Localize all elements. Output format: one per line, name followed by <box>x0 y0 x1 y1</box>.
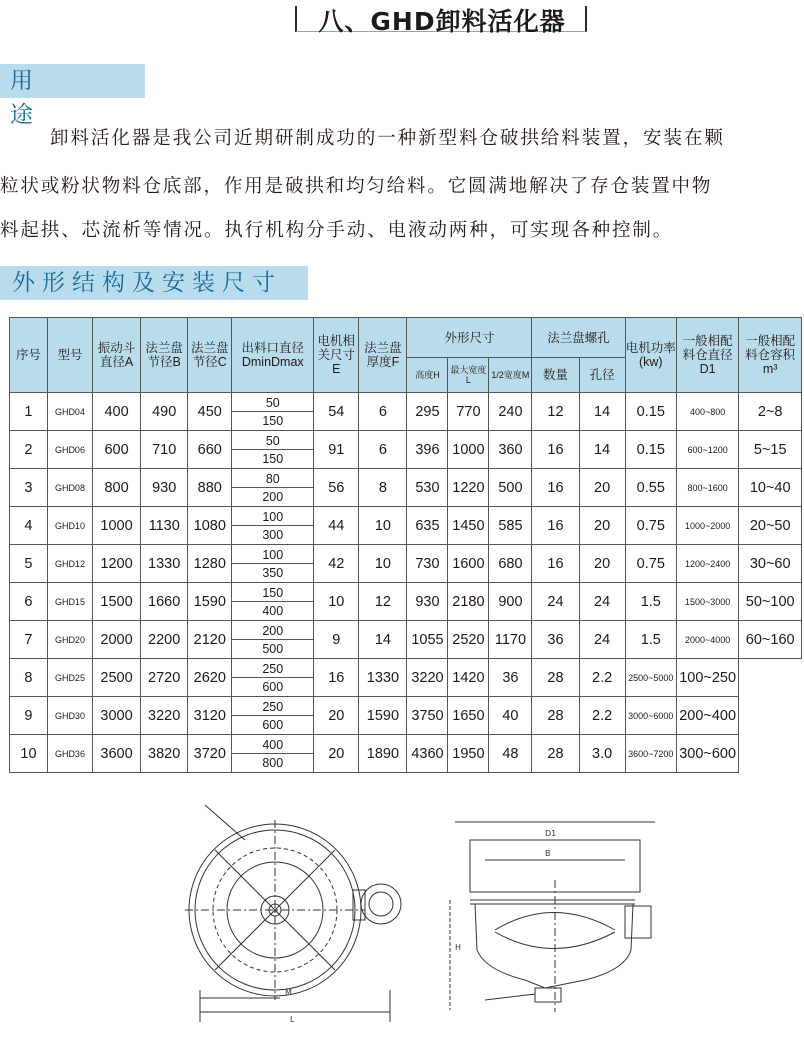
cell-power: 1.5 <box>625 621 676 659</box>
cell-dmin: 100 <box>232 508 313 526</box>
cell-d1: 400~800 <box>676 393 738 431</box>
cell-h: 1330 <box>359 659 407 697</box>
cell-dmax: 800 <box>262 755 284 770</box>
cell-m: 1650 <box>448 697 489 735</box>
cell-l: 2180 <box>448 583 489 621</box>
cell-bolt-count: 16 <box>532 431 579 469</box>
cell-m: 360 <box>489 431 532 469</box>
cell-f: 6 <box>359 393 407 431</box>
cell-vol: 2~8 <box>739 393 802 431</box>
cell-d1: 1500~3000 <box>676 583 738 621</box>
cell-m: 680 <box>489 545 532 583</box>
cell-h: 1055 <box>407 621 448 659</box>
spec-table <box>9 317 802 773</box>
cell-b: 490 <box>141 393 188 431</box>
dim-label-d1: D1 <box>545 829 557 838</box>
cell-l: 4360 <box>407 735 448 773</box>
cell-b: 710 <box>141 431 188 469</box>
cell-m: 1170 <box>489 621 532 659</box>
cell-outlet <box>232 735 314 773</box>
cell-dmin: 50 <box>232 394 313 412</box>
cell-bolt-count: 36 <box>532 621 579 659</box>
cell-l: 3750 <box>407 697 448 735</box>
table-row <box>10 545 802 583</box>
cell-c: 1080 <box>188 507 232 545</box>
cell-d1: 800~1600 <box>676 469 738 507</box>
cell-vol: 300~600 <box>676 735 738 773</box>
table-row <box>10 621 802 659</box>
cell-bolt-hole: 24 <box>579 583 625 621</box>
header-l: 最大宽度L <box>448 358 489 393</box>
cell-dmin: 150 <box>232 584 313 602</box>
cell-b: 2720 <box>141 659 188 697</box>
cell-bolt-hole: 24 <box>579 621 625 659</box>
cell-a: 1200 <box>92 545 140 583</box>
cell-b: 3820 <box>141 735 188 773</box>
cell-dmin: 100 <box>232 546 313 564</box>
cell-e: 9 <box>314 621 359 659</box>
header-f: 法兰盘厚度F <box>359 318 407 393</box>
cell-outlet <box>232 621 314 659</box>
cell-model: GHD15 <box>47 583 92 621</box>
cell-a: 2500 <box>92 659 140 697</box>
cell-a: 2000 <box>92 621 140 659</box>
table-row <box>10 583 802 621</box>
cell-dmax: 150 <box>262 451 284 466</box>
cell-e: 91 <box>314 431 359 469</box>
cell-seq: 3 <box>10 469 48 507</box>
section-title-usage: 用途 <box>0 64 145 98</box>
header-h: 高度H <box>407 358 448 393</box>
cell-dmin: 50 <box>232 432 313 450</box>
cell-bolt-hole: 14 <box>579 431 625 469</box>
cell-outlet <box>232 545 314 583</box>
cell-power: 2.2 <box>579 697 625 735</box>
cell-outlet <box>232 431 314 469</box>
cell-bolt-hole: 20 <box>579 545 625 583</box>
cell-seq: 9 <box>10 697 48 735</box>
cell-h: 930 <box>407 583 448 621</box>
cell-a: 3000 <box>92 697 140 735</box>
cell-bolt-count: 12 <box>532 393 579 431</box>
cell-dmax: 200 <box>262 489 284 504</box>
cell-a: 1000 <box>92 507 140 545</box>
cell-bolt-count: 16 <box>532 545 579 583</box>
cell-bolt-hole: 14 <box>579 393 625 431</box>
cell-c: 2120 <box>188 621 232 659</box>
cell-a: 600 <box>92 431 140 469</box>
header-d: 出料口直径DminDmax <box>232 318 314 393</box>
cell-h: 635 <box>407 507 448 545</box>
cell-d1: 2500~5000 <box>625 659 676 697</box>
cell-f: 8 <box>359 469 407 507</box>
cell-d1: 2000~4000 <box>676 621 738 659</box>
cell-b: 1330 <box>141 545 188 583</box>
cell-d1: 3000~6000 <box>625 697 676 735</box>
cell-model: GHD20 <box>47 621 92 659</box>
cell-l: 2520 <box>448 621 489 659</box>
cell-h: 396 <box>407 431 448 469</box>
cell-c: 3720 <box>188 735 232 773</box>
cell-model: GHD04 <box>47 393 92 431</box>
cell-a: 3600 <box>92 735 140 773</box>
cell-m: 1950 <box>448 735 489 773</box>
table-row <box>10 431 802 469</box>
cell-e: 10 <box>314 583 359 621</box>
cell-b: 1130 <box>141 507 188 545</box>
cell-bolt-count: 36 <box>489 659 532 697</box>
cell-model: GHD25 <box>47 659 92 697</box>
table-row <box>10 735 802 773</box>
side-view-drawing <box>450 822 655 1012</box>
cell-l: 1000 <box>448 431 489 469</box>
table-row <box>10 507 802 545</box>
cell-f: 20 <box>314 697 359 735</box>
header-bolt-hole: 孔径 <box>579 358 625 393</box>
table-row <box>10 393 802 431</box>
dim-label-m: M <box>285 988 292 997</box>
cell-dmax: 300 <box>262 527 284 542</box>
cell-b: 3220 <box>141 697 188 735</box>
cell-l: 770 <box>448 393 489 431</box>
cell-dmax: 350 <box>262 565 284 580</box>
cell-power: 0.15 <box>625 393 676 431</box>
cell-e: 42 <box>314 545 359 583</box>
cell-model: GHD06 <box>47 431 92 469</box>
header-m: 1/2宽度M <box>489 358 532 393</box>
cell-dmax: 500 <box>262 641 284 656</box>
header-c: 法兰盘节径C <box>188 318 232 393</box>
cell-dmax: 600 <box>262 717 284 732</box>
cell-dmin: 250 <box>232 698 313 716</box>
cell-bolt-hole: 20 <box>579 507 625 545</box>
cell-model: GHD36 <box>47 735 92 773</box>
cell-vol: 10~40 <box>739 469 802 507</box>
cell-vol: 20~50 <box>739 507 802 545</box>
cell-bolt-hole: 28 <box>532 697 579 735</box>
cell-seq: 6 <box>10 583 48 621</box>
cell-h: 1590 <box>359 697 407 735</box>
header-d1: 一般相配料仓直径D1 <box>676 318 738 393</box>
dim-label-l: L <box>290 1015 295 1024</box>
cell-f: 6 <box>359 431 407 469</box>
cell-power: 0.75 <box>625 545 676 583</box>
cell-c: 880 <box>188 469 232 507</box>
cell-power: 0.55 <box>625 469 676 507</box>
cell-d1: 600~1200 <box>676 431 738 469</box>
cell-outlet <box>232 583 314 621</box>
cell-l: 1600 <box>448 545 489 583</box>
cell-d1: 3600~7200 <box>625 735 676 773</box>
cell-dmax: 150 <box>262 413 284 428</box>
cell-power: 0.15 <box>625 431 676 469</box>
cell-dmin: 400 <box>232 736 313 754</box>
cell-m: 585 <box>489 507 532 545</box>
cell-dmin: 200 <box>232 622 313 640</box>
cell-f: 16 <box>314 659 359 697</box>
cell-c: 660 <box>188 431 232 469</box>
cell-vol: 50~100 <box>739 583 802 621</box>
cell-c: 1590 <box>188 583 232 621</box>
cell-vol: 30~60 <box>739 545 802 583</box>
cell-d1: 1000~2000 <box>676 507 738 545</box>
cell-h: 1890 <box>359 735 407 773</box>
cell-outlet <box>232 697 314 735</box>
cell-c: 1280 <box>188 545 232 583</box>
cell-c: 3120 <box>188 697 232 735</box>
cell-power: 0.75 <box>625 507 676 545</box>
dim-label-b: B <box>545 849 551 858</box>
header-a: 振动斗直径A <box>92 318 140 393</box>
dim-label-h: H <box>455 943 462 952</box>
cell-bolt-hole: 20 <box>579 469 625 507</box>
cell-h: 530 <box>407 469 448 507</box>
cell-seq: 5 <box>10 545 48 583</box>
cell-power: 2.2 <box>579 659 625 697</box>
cell-m: 1420 <box>448 659 489 697</box>
header-outline: 外形尺寸 <box>407 318 532 358</box>
cell-vol: 100~250 <box>676 659 738 697</box>
cell-model: GHD12 <box>47 545 92 583</box>
cell-b: 1660 <box>141 583 188 621</box>
cell-l: 1220 <box>448 469 489 507</box>
cell-outlet <box>232 469 314 507</box>
usage-paragraph-line: 卸料活化器是我公司近期研制成功的一种新型料仓破拱给料装置，安装在颗 <box>50 128 725 149</box>
cell-dmax: 400 <box>262 603 284 618</box>
cell-b: 930 <box>141 469 188 507</box>
header-bolt-count: 数量 <box>532 358 579 393</box>
cell-bolt-count: 16 <box>532 507 579 545</box>
page-title: 八、GHD卸料活化器 <box>318 7 566 36</box>
cell-vol: 60~160 <box>739 621 802 659</box>
cell-seq: 10 <box>10 735 48 773</box>
cell-model: GHD08 <box>47 469 92 507</box>
cell-c: 2620 <box>188 659 232 697</box>
table-row <box>10 659 802 697</box>
usage-paragraph-line: 粒状或粉状物料仓底部，作用是破拱和均匀给料。它圆满地解决了存仓装置中物 <box>0 176 713 197</box>
cell-bolt-hole: 28 <box>532 735 579 773</box>
technical-drawing <box>185 800 665 1036</box>
cell-f: 14 <box>359 621 407 659</box>
cell-bolt-count: 24 <box>532 583 579 621</box>
table-row <box>10 697 802 735</box>
cell-outlet <box>232 507 314 545</box>
cell-outlet <box>232 393 314 431</box>
cell-f: 10 <box>359 545 407 583</box>
header-bolt: 法兰盘螺孔 <box>532 318 625 358</box>
table-row <box>10 469 802 507</box>
header-vol: 一般相配料仓容积m³ <box>739 318 802 393</box>
cell-seq: 2 <box>10 431 48 469</box>
header-power: 电机功率(kw) <box>625 318 676 393</box>
section-title-dimensions: 外形结构及安装尺寸 <box>0 266 308 300</box>
cell-seq: 7 <box>10 621 48 659</box>
cell-d1: 1200~2400 <box>676 545 738 583</box>
cell-m: 900 <box>489 583 532 621</box>
cell-h: 730 <box>407 545 448 583</box>
cell-f: 10 <box>359 507 407 545</box>
cell-f: 12 <box>359 583 407 621</box>
header-model: 型号 <box>47 318 92 393</box>
cell-seq: 1 <box>10 393 48 431</box>
cell-dmin: 80 <box>232 470 313 488</box>
cell-a: 1500 <box>92 583 140 621</box>
cell-seq: 4 <box>10 507 48 545</box>
cell-dmin: 250 <box>232 660 313 678</box>
cell-h: 295 <box>407 393 448 431</box>
cell-b: 2200 <box>141 621 188 659</box>
cell-vol: 5~15 <box>739 431 802 469</box>
top-view-drawing <box>185 805 401 1022</box>
cell-bolt-hole: 28 <box>532 659 579 697</box>
cell-l: 1450 <box>448 507 489 545</box>
cell-c: 450 <box>188 393 232 431</box>
cell-f: 20 <box>314 735 359 773</box>
spec-table-body <box>10 393 802 773</box>
cell-a: 400 <box>92 393 140 431</box>
cell-vol: 200~400 <box>676 697 738 735</box>
usage-paragraph-line: 料起拱、芯流析等情况。执行机构分手动、电液动两种，可实现各种控制。 <box>0 220 674 241</box>
cell-e: 56 <box>314 469 359 507</box>
cell-power: 1.5 <box>625 583 676 621</box>
cell-a: 800 <box>92 469 140 507</box>
cell-bolt-count: 48 <box>489 735 532 773</box>
header-e: 电机相关尺寸E <box>314 318 359 393</box>
cell-power: 3.0 <box>579 735 625 773</box>
header-seq: 序号 <box>10 318 48 393</box>
cell-m: 240 <box>489 393 532 431</box>
cell-dmax: 600 <box>262 679 284 694</box>
cell-e: 54 <box>314 393 359 431</box>
cell-m: 500 <box>489 469 532 507</box>
cell-e: 44 <box>314 507 359 545</box>
cell-seq: 8 <box>10 659 48 697</box>
cell-outlet <box>232 659 314 697</box>
cell-model: GHD10 <box>47 507 92 545</box>
cell-model: GHD30 <box>47 697 92 735</box>
cell-bolt-count: 40 <box>489 697 532 735</box>
header-b: 法兰盘节径B <box>141 318 188 393</box>
cell-l: 3220 <box>407 659 448 697</box>
cell-bolt-count: 16 <box>532 469 579 507</box>
